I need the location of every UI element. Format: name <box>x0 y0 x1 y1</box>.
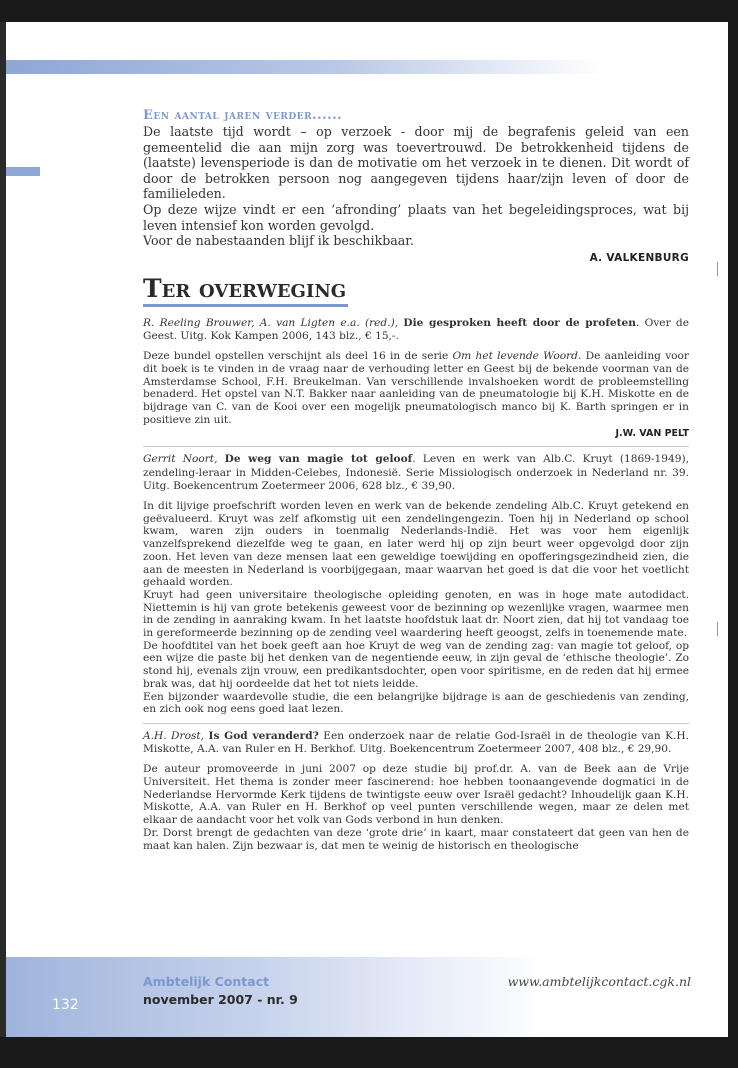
intro-paragraph: Voor de nabestaanden blijf ik beschikbaar. <box>143 233 414 249</box>
article-column <box>143 108 689 852</box>
section-title: Ter overweging <box>143 274 348 307</box>
margin-tick <box>717 262 718 276</box>
review-body: De auteur promoveerde in juni 2007 op deze studie bij prof.dr. A. van de Beek aan de Vrije Universiteit. Het thema is zonder meer fascinerend: hoe hebben toonaangevende dogmatici in de Nederlandse Hervormde Kerk tijdens de twintigste eeuw over Israël gedacht? Inhoudelijk gaan K.H. Miskotte, A.A. van Ruler en H. Berkhof op veel punten verschillende wegen, maar ze delen met elkaar de aandacht voor het volk van Gods verbond in hun denken. <box>143 763 689 827</box>
review-reference <box>143 453 689 493</box>
review-reference <box>143 317 689 343</box>
footer-publication <box>143 974 298 1007</box>
review-body <box>143 350 689 426</box>
magazine-page <box>0 22 728 1037</box>
intro-signature: A. VALKENBURG <box>589 251 689 264</box>
intro-title: Een aantal jaren verder...... <box>143 108 343 123</box>
side-color-mark <box>6 167 40 176</box>
review-author: R. Reeling Brouwer, A. van Ligten e.a. (red.), <box>143 316 399 329</box>
page-number: 132 <box>52 997 79 1013</box>
review-details: . Leven en werk van Alb.C. Kruyt (1869-1949), zendeling-leraar in Midden-Celebes, Indonesië. Serie Missiologisch onderzoek in Nederland nr. 39. Uitg. Boekencentrum Zoetermeer 2006, 628 blz., € 39,90. <box>143 453 689 492</box>
divider <box>143 446 689 447</box>
review-body: In dit lijvige proefschrift worden leven en werk van de bekende zendeling Alb.C. Kruyt getekend en geëvalueerd. Kruyt was zelf afkomstig uit een zendelingengezin. Toen hij in Nederland op school kwam, waren zijn ouders in toenmalig Nederlands-Indië. Het was voor hem eigenlijk vanzelfsprekend diezelfde weg te gaan, en later werd hij op zijn beurt weer opgevolgd door zijn zoon. Het leven van deze mensen laat een geweldige toewijding en opofferingsgezindheid zien, die aan de meesten in Nederland is voorbijgegaan, maar waarvan het goed is dat die voor het voetlicht gehaald worden. <box>143 499 689 589</box>
divider <box>143 723 689 724</box>
footer-band <box>6 957 728 1037</box>
review-author: Gerrit Noort, <box>143 453 218 466</box>
website-link[interactable]: www.ambtelijkcontact.cgk.nl <box>507 974 691 989</box>
review-body: Dr. Dorst brengt de gedachten van deze ‘grote drie’ in kaart, maar constateert dat geen van hen de maat kan halen. Zijn bezwaar is, dat men te weinig de historisch en theologische <box>143 826 689 852</box>
review-author: A.H. Drost, <box>143 729 205 742</box>
review-text: . De aanleiding voor dit boek is te vinden in de vraag naar de verhouding letter en Geest bij de bekende voorman van de Amsterdamse School, F.H. Breukelman. Van verschillende invalshoeken wordt de probleemstelling benaderd. Het opstel van N.T. Bakker naar aanleiding van de pneumatologie bij K.H. Miskotte en de bijdrage van C. van de Kooi over een mogelijk pneumatologisch manco bij K. Barth springen er in positieve zin uit. <box>143 350 689 426</box>
series-title: Om het levende Woord <box>452 350 578 363</box>
review-reference <box>143 730 689 756</box>
review-book-title: De weg van magie tot geloof <box>224 453 413 466</box>
review-details: . Over de Geest. Uitg. Kok Kampen 2006, 143 blz., € 15,-. <box>143 316 689 342</box>
review-details: Een onderzoek naar de relatie God-Israël in de theologie van K.H. Miskotte, A.A. van Ruler en H. Berkhof. Uitg. Boekencentrum Zoetermeer 2007, 408 blz., € 29,90. <box>143 729 689 756</box>
margin-tick <box>717 622 718 636</box>
issue-label: november 2007 - nr. 9 <box>143 992 298 1007</box>
review-book-title: Is God veranderd? <box>208 729 319 742</box>
top-decorative-band <box>6 60 606 74</box>
intro-paragraph: De laatste tijd wordt – op verzoek - door mij de begrafenis geleid van een gemeentelid die aan mijn zorg was toevertrouwd. De betrokkenheid tijdens de (laatste) levensperiode is dan de motivatie om het verzoek in te dienen. Dit wordt of door de betrokken persoon nog aangegeven tijdens haar/zijn leven of door de familieleden. <box>143 124 689 202</box>
review-body: Kruyt had geen universitaire theologische opleiding genoten, en was in hoge mate autodidact. Niettemin is hij van grote betekenis geweest voor de bezinning op wezenlijke vragen, waarmee men in de zending in aanraking kwam. In het laatste hoofdstuk laat dr. Noort zien, dat hij tot vandaag toe in gereformeerde bezinning op de zending veel waardering heeft geoogst, zelfs in toenemende mate. <box>143 588 689 640</box>
review-body: De hoofdtitel van het boek geeft aan hoe Kruyt de weg van de zending zag: van magie tot geloof, op een wijze die paste bij het denken van de negentiende eeuw, in zijn geval de ‘ethische theologie’. Zo stond hij, evenals zijn vrouw, een predikantsdochter, open voor spiritisme, en de reden dat hij ermee brak was, dat hij oordeelde dat het tot niets leidde. <box>143 639 689 690</box>
review-signature: J.W. VAN PELT <box>615 428 689 440</box>
review-text: Deze bundel opstellen verschijnt als deel 16 in de serie <box>143 350 453 363</box>
magazine-name: Ambtelijk Contact <box>143 974 270 989</box>
review-body: Een bijzonder waardevolle studie, die een belangrijke bijdrage is aan de geschiedenis van zending, en zich ook nog eens goed laat lezen. <box>143 690 689 716</box>
review-book-title: Die gesproken heeft door de profeten <box>403 316 636 329</box>
intro-paragraph: Op deze wijze vindt er een ‘afronding’ plaats van het begeleidingsproces, wat bij leven intensief kon worden gevolgd. <box>143 201 689 233</box>
